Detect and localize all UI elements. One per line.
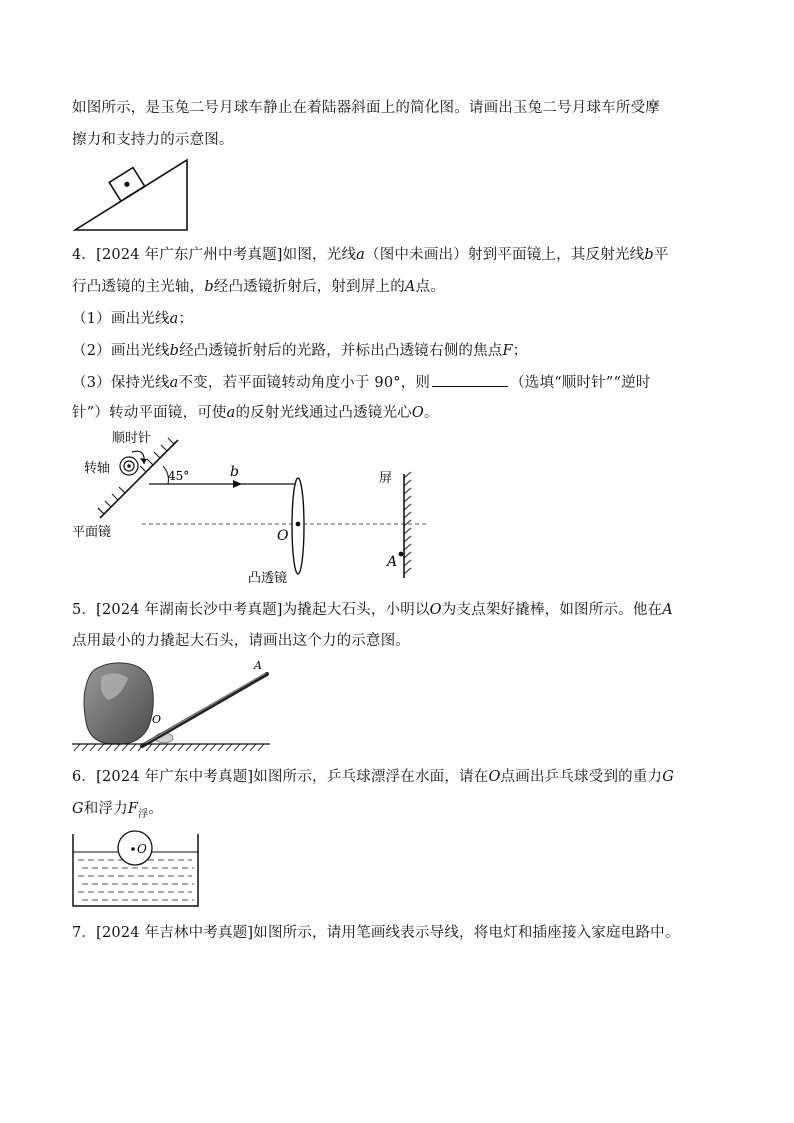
q5-lever-figure xyxy=(72,656,272,754)
q4-sub1 xyxy=(72,307,193,328)
q4-s2c: ； xyxy=(512,343,528,359)
answer-blank[interactable] xyxy=(432,374,508,387)
q4-s3f: 。 xyxy=(423,405,439,421)
clockwise-arrow-icon xyxy=(132,451,144,464)
q4-t1c: 平 xyxy=(653,247,669,263)
q4-t2b: 经凸透镜折射后，射到屏上的 xyxy=(213,279,405,295)
q4-s1a: （1）画出光线 xyxy=(72,311,170,327)
var-O: O xyxy=(488,769,501,785)
q4-s1b: ； xyxy=(178,311,194,327)
q7-text-line1: 7．[2024 年吉林中考真题]如图所示，请用笔画线表示导线，将电灯和插座接入家庭电路中。 xyxy=(72,925,680,941)
q4-sub3-line2 xyxy=(72,401,439,422)
screen-hatch xyxy=(404,472,411,574)
label-b: b xyxy=(230,464,239,480)
var-F: F xyxy=(502,343,513,359)
lever-highlight xyxy=(144,673,266,744)
label-A: A xyxy=(254,659,262,672)
q6-t1b: 点画出乒乓球受到的重力 xyxy=(500,769,663,785)
q3-text-line1: 如图所示，是玉兔二号月球车静止在着陆器斜面上的简化图。请画出玉兔二号月球车所受摩 xyxy=(72,100,660,116)
var-b: b xyxy=(204,279,214,295)
q5-t1a: 5．[2024 年湖南长沙中考真题]为撬起大石头，小明以 xyxy=(72,602,430,618)
ray-b-arrow xyxy=(233,480,242,488)
q4-sub2 xyxy=(72,339,527,360)
q4-t2a: 行凸透镜的主光轴， xyxy=(72,279,205,295)
q4-t2c: 点。 xyxy=(415,279,445,295)
axis-center xyxy=(127,464,131,468)
clockwise-arrowhead xyxy=(140,458,147,464)
label-screen: 屏 xyxy=(379,471,393,486)
ping-pong-ball xyxy=(118,831,152,865)
var-A: A xyxy=(662,602,673,618)
q6-text-line1 xyxy=(72,765,674,786)
q4-s2b: 经凸透镜折射后的光路，并标出凸透镜右侧的焦点 xyxy=(179,343,503,359)
var-O: O xyxy=(429,602,442,618)
q4-s3b: 不变，若平面镜转动角度小于 90°，则 xyxy=(178,375,431,391)
q3-text-line2: 擦力和支持力的示意图。 xyxy=(72,132,234,148)
q5-text-line1 xyxy=(72,598,673,619)
var-a: a xyxy=(356,247,366,263)
label-lens: 凸透镜 xyxy=(248,571,288,586)
q6-text-line2 xyxy=(72,797,163,820)
lever-bar xyxy=(142,674,267,746)
q4-s3e: 的反射光线通过凸透镜光心 xyxy=(235,405,412,421)
q5-t1b: 为支点架好撬棒，如图所示。他在 xyxy=(441,602,663,618)
ball-center-O xyxy=(131,847,135,851)
subscript-float: 浮 xyxy=(138,808,149,820)
lens-center-dot xyxy=(296,522,301,527)
var-F: F xyxy=(127,801,139,817)
mirror-hatch xyxy=(98,438,174,514)
var-G: G xyxy=(662,769,675,785)
angle-label: 45° xyxy=(168,469,190,483)
point-A-dot xyxy=(399,552,404,557)
q5-text-line2: 点用最小的力撬起大石头，请画出这个力的示意图。 xyxy=(72,633,411,649)
var-O: O xyxy=(411,405,424,421)
label-O: O xyxy=(152,713,162,726)
q4-sub3 xyxy=(72,371,651,392)
label-A: A xyxy=(387,554,398,570)
var-G: G xyxy=(72,801,84,817)
q4-t1a: 4．[2024 年广东广州中考真题]如图，光线 xyxy=(72,247,357,263)
var-a: a xyxy=(169,311,179,327)
q4-optics-figure xyxy=(70,428,440,588)
q6-t1a: 6．[2024 年广东中考真题]如图所示，乒乓球漂浮在水面，请在 xyxy=(72,769,489,785)
var-A: A xyxy=(404,279,416,295)
q4-s3c: （选填“顺时针”“逆时 xyxy=(510,375,651,391)
ground-hatch xyxy=(74,744,264,751)
label-mirror: 平面镜 xyxy=(72,525,112,540)
q4-text-line2 xyxy=(72,275,445,296)
var-b: b xyxy=(169,343,180,359)
label-O: O xyxy=(277,528,289,544)
var-b: b xyxy=(644,247,654,263)
q6-float-figure xyxy=(72,828,202,908)
var-a: a xyxy=(226,405,236,421)
label-axis: 转轴 xyxy=(84,461,111,476)
q4-s3a: （3）保持光线 xyxy=(72,375,170,391)
q4-text-line1 xyxy=(72,243,669,264)
var-a: a xyxy=(169,375,179,391)
q3-incline-figure xyxy=(72,156,194,234)
q4-s3d: 针”）转动平面镜，可使 xyxy=(72,405,227,421)
label-clockwise: 顺时针 xyxy=(112,431,152,446)
q4-s2a: （2）画出光线 xyxy=(72,343,170,359)
q4-t1b: （图中未画出）射到平面镜上，其反射光线 xyxy=(365,247,645,263)
q6-t2a: 和浮力 xyxy=(83,801,128,817)
label-O: O xyxy=(137,842,147,856)
q6-t2b: 。 xyxy=(148,801,164,817)
water-dashes xyxy=(78,860,194,900)
